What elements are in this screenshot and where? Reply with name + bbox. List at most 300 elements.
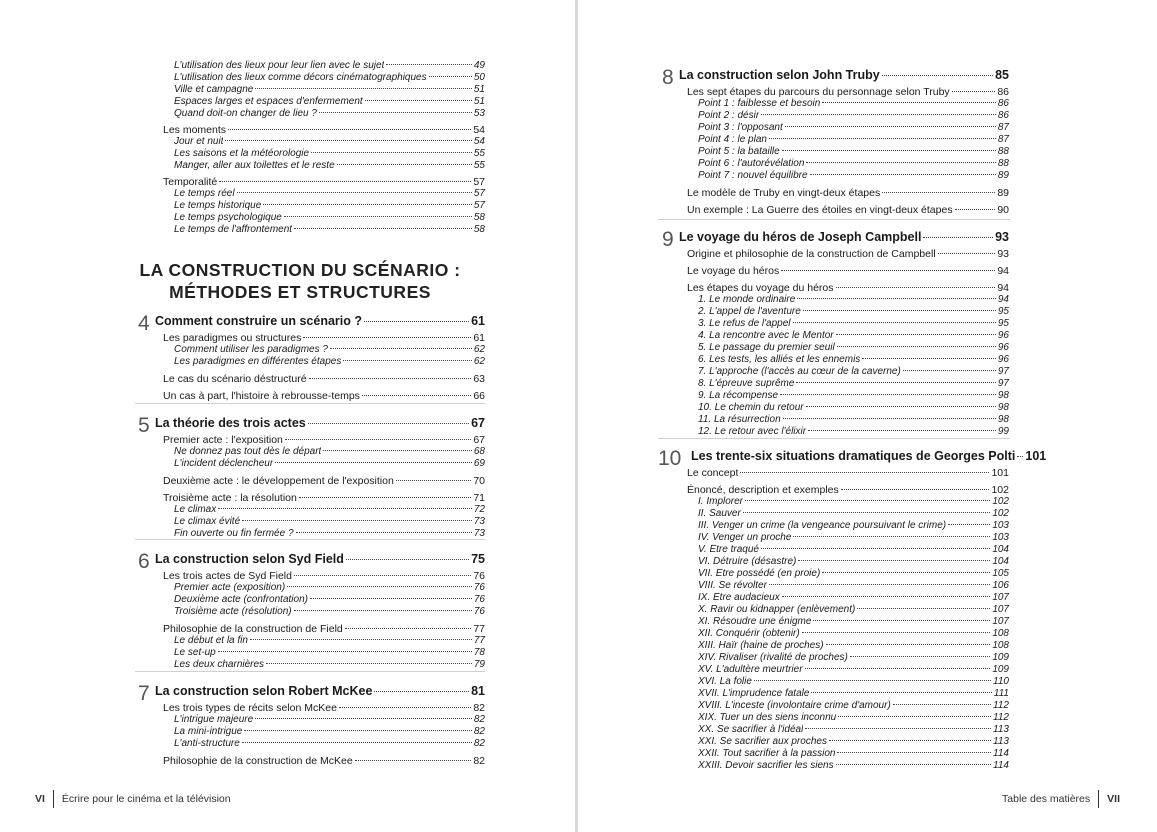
entry-title: Origine et philosophie de la construction de Campbell [687, 248, 936, 260]
dot-leader [955, 209, 996, 210]
subsection-entry [174, 516, 485, 528]
section-entry [687, 484, 1009, 496]
subsection-entry [698, 736, 1009, 748]
page-number: 104 [992, 556, 1009, 567]
subsection-entry [174, 224, 485, 236]
entry-title: Le voyage du héros [687, 265, 780, 277]
page-number: 58 [473, 212, 485, 223]
dot-leader [294, 575, 471, 576]
dot-leader [364, 321, 469, 322]
page-number: 97 [997, 378, 1009, 389]
entry-title: X. Ravir ou kidnapper (enlèvement) [698, 604, 856, 615]
section-entry [163, 332, 485, 344]
subsection-entry [698, 568, 1009, 580]
chapter-number: 6 [138, 550, 150, 573]
subsection-entry [698, 604, 1009, 616]
entry-title: XIII. Haïr (haine de proches) [698, 640, 824, 651]
dot-leader [811, 692, 991, 693]
dot-leader [311, 152, 472, 153]
entry-title: Le cas du scénario déstructuré [163, 373, 307, 385]
dot-leader [952, 91, 996, 92]
dot-leader [250, 639, 472, 640]
section-entry [163, 176, 485, 188]
page-number: 114 [993, 748, 1009, 759]
footer-divider [1098, 790, 1099, 808]
dot-leader [797, 298, 996, 299]
page-number: 85 [995, 68, 1009, 82]
entry-title: XI. Résoudre une énigme [698, 616, 812, 627]
entry-title: La construction selon Syd Field [155, 552, 344, 566]
page-number: 73 [473, 528, 485, 539]
dot-leader [796, 382, 995, 383]
page-number: 61 [473, 332, 485, 344]
page-number: 107 [992, 592, 1009, 603]
page-number: 81 [471, 684, 485, 698]
entry-title: Le temps historique [174, 200, 262, 211]
entry-title: VI. Détruire (désastre) [698, 556, 797, 567]
left-footer [35, 790, 231, 808]
dot-leader [780, 394, 996, 395]
dot-leader [386, 64, 472, 65]
subsection-entry [698, 556, 1009, 568]
entry-title: Le temps psychologique [174, 212, 282, 223]
chapter-entry [155, 415, 485, 431]
entry-title: I. Implorer [698, 496, 744, 507]
entry-title: XIX. Tuer un des siens inconnu [698, 712, 837, 723]
dot-leader [294, 228, 472, 229]
subsection-entry [698, 414, 1009, 426]
dot-leader [345, 628, 472, 629]
page-number: 76 [473, 582, 485, 593]
page-number: 106 [992, 580, 1009, 591]
dot-leader [355, 760, 472, 761]
entry-title: 4. La rencontre avec le Mentor [698, 330, 834, 341]
dot-leader [903, 370, 996, 371]
subsection-entry [698, 724, 1009, 736]
dot-leader [242, 520, 472, 521]
subsection-entry [174, 714, 485, 726]
page-number: 107 [992, 616, 1009, 627]
subsection-entry [698, 170, 1009, 182]
subsection-entry [698, 98, 1009, 110]
entry-title: Troisième acte (résolution) [174, 606, 292, 617]
dot-leader [862, 358, 996, 359]
subsection-entry [698, 294, 1009, 306]
page-number: 62 [473, 344, 485, 355]
left-running-title: Écrire pour le cinéma et la télévision [61, 793, 231, 805]
entry-title: Un cas à part, l'histoire à rebrousse-temps [163, 390, 360, 402]
entry-title: VIII. Se révolter [698, 580, 767, 591]
entry-title: L'utilisation des lieux comme décors cinématographiques [174, 72, 427, 83]
section-entry [163, 623, 485, 635]
dot-leader [822, 572, 990, 573]
page-number: 76 [473, 594, 485, 605]
entry-title: Les paradigmes en différentes étapes [174, 356, 342, 367]
entry-title: III. Venger un crime (la vengeance poursuivant le crime) [698, 520, 947, 531]
page-number: 101 [1025, 449, 1047, 463]
page-number: 57 [473, 188, 485, 199]
subsection-entry [174, 356, 485, 368]
subsection-entry [698, 146, 1009, 158]
entry-title: Les paradigmes ou structures [163, 332, 302, 344]
entry-title: 1. Le monde ordinaire [698, 294, 796, 305]
dot-leader [362, 395, 471, 396]
chapter-entry [679, 67, 1009, 83]
subsection-entry [698, 110, 1009, 122]
subsection-entry [174, 458, 485, 470]
dot-leader [740, 472, 989, 473]
subsection-entry [174, 446, 485, 458]
dot-leader [743, 512, 991, 513]
entry-title: Temporalité [163, 176, 218, 188]
subsection-entry [174, 504, 485, 516]
subsection-entry [174, 188, 485, 200]
subsection-entry [698, 426, 1009, 438]
entry-title: 5. Le passage du premier seuil [698, 342, 835, 353]
page-number: 86 [997, 98, 1009, 109]
page-number: 114 [993, 760, 1009, 771]
page-number: 86 [997, 110, 1009, 121]
entry-title: 11. La résurrection [698, 414, 781, 425]
entry-title: 7. L'approche (l'accès au cœur de la caverne) [698, 366, 901, 377]
entry-title: Point 3 : l'opposant [698, 122, 783, 133]
entry-title: Philosophie de la construction de Field [163, 623, 343, 635]
entry-title: Les saisons et la météorologie [174, 148, 310, 159]
dot-leader [255, 88, 472, 89]
dot-leader [826, 644, 991, 645]
entry-title: II. Sauver [698, 508, 741, 519]
right-page-number: VII [1107, 793, 1120, 805]
section-entry [163, 570, 485, 582]
dot-leader [813, 620, 990, 621]
entry-title: XXIII. Devoir sacrifier les siens [698, 760, 834, 771]
page-number: 79 [473, 659, 485, 670]
subsection-entry [698, 134, 1009, 146]
dot-leader [837, 752, 991, 753]
subsection-entry [174, 582, 485, 594]
subsection-entry [174, 606, 485, 618]
page-number: 103 [992, 532, 1009, 543]
entry-title: XX. Se sacrifier à l'idéal [698, 724, 804, 735]
chapter-rule [135, 539, 485, 540]
entry-title: Les étapes du voyage du héros [687, 282, 834, 294]
section-entry [163, 124, 485, 136]
page-number: 82 [473, 702, 485, 714]
subsection-entry [698, 306, 1009, 318]
dot-leader [769, 138, 996, 139]
page-number: 98 [997, 390, 1009, 401]
subsection-entry [174, 635, 485, 647]
page-number: 102 [992, 508, 1009, 519]
entry-title: Le climax [174, 504, 217, 515]
entry-title: Le concept [687, 467, 739, 479]
section-entry [163, 702, 485, 714]
subsection-entry [174, 60, 485, 72]
page-number: 78 [473, 647, 485, 658]
dot-leader [802, 632, 991, 633]
section-entry [163, 755, 485, 767]
subsection-entry [174, 108, 485, 120]
subsection-entry [698, 544, 1009, 556]
dot-leader [805, 668, 991, 669]
entry-title: Manger, aller aux toilettes et le reste [174, 160, 335, 171]
dot-leader [294, 610, 472, 611]
subsection-entry [174, 212, 485, 224]
page-number: 93 [997, 248, 1009, 260]
subsection-entry [698, 712, 1009, 724]
entry-title: Le modèle de Truby en vingt-deux étapes [687, 187, 881, 199]
dot-leader [808, 430, 996, 431]
dot-leader [805, 728, 991, 729]
page-number: 101 [991, 467, 1009, 479]
entry-title: La théorie des trois actes [155, 416, 306, 430]
section-entry [687, 467, 1009, 479]
entry-title: 10. Le chemin du retour [698, 402, 804, 413]
dot-leader [1017, 456, 1023, 457]
dot-leader [218, 508, 472, 509]
subsection-entry [174, 738, 485, 750]
entry-title: Point 6 : l'autorévélation [698, 158, 805, 169]
page-number: 105 [992, 568, 1009, 579]
entry-title: Les moments [163, 124, 227, 136]
subsection-entry [698, 158, 1009, 170]
entry-title: 3. Le refus de l'appel [698, 318, 791, 329]
subsection-entry [698, 342, 1009, 354]
entry-title: Premier acte (exposition) [174, 582, 286, 593]
entry-title: Comment utiliser les paradigmes ? [174, 344, 328, 355]
page-number: 98 [997, 414, 1009, 425]
page-number: 54 [473, 124, 485, 136]
entry-title: Point 7 : nouvel équilibre [698, 170, 808, 181]
dot-leader [923, 237, 993, 238]
page-number: 66 [473, 390, 485, 402]
entry-title: Troisième acte : la résolution [163, 492, 297, 504]
entry-title: Deuxième acte : le développement de l'exposition [163, 475, 394, 487]
subsection-entry [174, 84, 485, 96]
subsection-entry [698, 652, 1009, 664]
subsection-entry [698, 496, 1009, 508]
dot-leader [793, 536, 990, 537]
dot-leader [803, 310, 996, 311]
dot-leader [309, 378, 472, 379]
section-entry [163, 492, 485, 504]
subsection-entry [174, 726, 485, 738]
subsection-entry [698, 508, 1009, 520]
chapter-entry [155, 551, 485, 567]
entry-title: Philosophie de la construction de McKee [163, 755, 353, 767]
entry-title: L'intrigue majeure [174, 714, 254, 725]
entry-title: Le début et la fin [174, 635, 248, 646]
dot-leader [836, 334, 996, 335]
entry-title: L'anti-structure [174, 738, 240, 749]
subsection-entry [698, 520, 1009, 532]
dot-leader [310, 598, 472, 599]
chapter-number: 5 [138, 414, 150, 437]
entry-title: L'incident déclencheur [174, 458, 274, 469]
dot-leader [285, 439, 471, 440]
entry-title: La construction selon John Truby [679, 68, 880, 82]
entry-title: Les trente-six situations dramatiques de Georges Polti [691, 449, 1016, 463]
page-number: 89 [997, 170, 1009, 181]
subsection-entry [698, 402, 1009, 414]
dot-leader [806, 406, 996, 407]
subsection-entry [698, 664, 1009, 676]
entry-title: XIV. Rivaliser (rivalité de proches) [698, 652, 848, 663]
entry-title: XV. L'adultère meurtrier [698, 664, 803, 675]
section-entry [687, 204, 1009, 216]
dot-leader [793, 322, 996, 323]
subsection-entry [698, 700, 1009, 712]
dot-leader [303, 337, 471, 338]
page-number: 90 [997, 204, 1009, 216]
section-entry [163, 434, 485, 446]
dot-leader [330, 348, 472, 349]
dot-leader [837, 346, 996, 347]
section-entry [687, 248, 1009, 260]
page-number: 54 [473, 136, 485, 147]
page-number: 99 [997, 426, 1009, 437]
page-number: 77 [473, 635, 485, 646]
entry-title: V. Être traqué [698, 544, 759, 555]
subsection-entry [174, 344, 485, 356]
entry-title: 12. Le retour avec l'élixir [698, 426, 807, 437]
page-number: 109 [992, 652, 1009, 663]
page-number: 103 [992, 520, 1009, 531]
entry-title: Fin ouverte ou fin fermée ? [174, 528, 294, 539]
subsection-entry [698, 616, 1009, 628]
chapter-entry [691, 448, 1047, 464]
section-entry [687, 86, 1009, 98]
page-number: 55 [473, 160, 485, 171]
page-number: 75 [471, 552, 485, 566]
subsection-entry [698, 390, 1009, 402]
dot-leader [299, 497, 471, 498]
subsection-entry [174, 160, 485, 172]
dot-leader [296, 532, 472, 533]
dot-leader [219, 181, 471, 182]
entry-title: XXI. Se sacrifier aux proches [698, 736, 827, 747]
entry-title: Point 4 : le plan [698, 134, 767, 145]
page-number: 88 [997, 158, 1009, 169]
dot-leader [429, 76, 472, 77]
dot-leader [761, 114, 996, 115]
entry-title: Énoncé, description et exemples [687, 484, 839, 496]
dot-leader [781, 270, 995, 271]
subsection-entry [698, 366, 1009, 378]
right-running-title: Table des matières [1002, 793, 1091, 805]
page-number: 108 [992, 628, 1009, 639]
page-number: 51 [473, 96, 485, 107]
dot-leader [882, 192, 995, 193]
subsection-entry [698, 688, 1009, 700]
entry-title: Les sept étapes du parcours du personnage selon Truby [687, 86, 950, 98]
section-entry [163, 475, 485, 487]
dot-leader [237, 192, 472, 193]
section-entry [687, 187, 1009, 199]
subsection-entry [174, 136, 485, 148]
page-number: 63 [473, 373, 485, 385]
chapter-number: 8 [662, 66, 674, 89]
page-number: 53 [473, 108, 485, 119]
subsection-entry [174, 96, 485, 108]
chapter-number: 7 [138, 682, 150, 705]
page-number: 113 [993, 736, 1009, 747]
dot-leader [255, 718, 472, 719]
dot-leader [343, 360, 472, 361]
subsection-entry [698, 532, 1009, 544]
page-number: 82 [473, 755, 485, 767]
dot-leader [836, 764, 991, 765]
subsection-entry [698, 628, 1009, 640]
entry-title: Comment construire un scénario ? [155, 314, 362, 328]
dot-leader [806, 162, 995, 163]
chapter-number: 10 [658, 447, 682, 470]
dot-leader [769, 584, 990, 585]
dot-leader [836, 287, 996, 288]
dot-leader [225, 140, 471, 141]
entry-title: Espaces larges et espaces d'enfermement [174, 96, 363, 107]
page-number: 69 [473, 458, 485, 469]
dot-leader [228, 129, 471, 130]
subsection-entry [174, 647, 485, 659]
chapter-entry [155, 313, 485, 329]
dot-leader [822, 102, 996, 103]
page-number: 110 [993, 676, 1009, 687]
subsection-entry [698, 122, 1009, 134]
page-number: 82 [473, 738, 485, 749]
page-number: 49 [473, 60, 485, 71]
chapter-rule [658, 438, 1010, 439]
dot-leader [319, 112, 472, 113]
dot-leader [893, 704, 991, 705]
subsection-entry [174, 148, 485, 160]
page-number: 71 [473, 492, 485, 504]
entry-title: Le temps de l'affrontement [174, 224, 293, 235]
dot-leader [339, 707, 471, 708]
entry-title: Premier acte : l'exposition [163, 434, 283, 446]
chapter-rule [658, 219, 1010, 220]
entry-title: La mini-intrigue [174, 726, 243, 737]
page-number: 67 [471, 416, 485, 430]
page-number: 77 [473, 623, 485, 635]
dot-leader [810, 174, 996, 175]
page-number: 94 [997, 265, 1009, 277]
dot-leader [287, 586, 472, 587]
entry-title: XVIII. L'inceste (involontaire crime d'amour) [698, 700, 891, 711]
dot-leader [782, 150, 996, 151]
section-entry [163, 390, 485, 402]
page-number: 67 [473, 434, 485, 446]
entry-title: Les trois types de récits selon McKee [163, 702, 337, 714]
chapter-number: 4 [138, 312, 150, 335]
page-number: 76 [473, 606, 485, 617]
dot-leader [782, 596, 991, 597]
entry-title: 8. L'épreuve suprême [698, 378, 795, 389]
dot-leader [337, 164, 472, 165]
page-number: 89 [997, 187, 1009, 199]
part-title-line-2: MÉTHODES ET STRUCTURES [169, 282, 431, 302]
dot-leader [365, 100, 472, 101]
dot-leader [346, 559, 469, 560]
entry-title: 9. La récompense [698, 390, 779, 401]
page-number: 95 [997, 318, 1009, 329]
left-page [0, 0, 575, 832]
dot-leader [882, 75, 993, 76]
page-number: 107 [992, 604, 1009, 615]
entry-title: Le set-up [174, 647, 216, 658]
page-number: 94 [997, 282, 1009, 294]
section-entry [687, 282, 1009, 294]
